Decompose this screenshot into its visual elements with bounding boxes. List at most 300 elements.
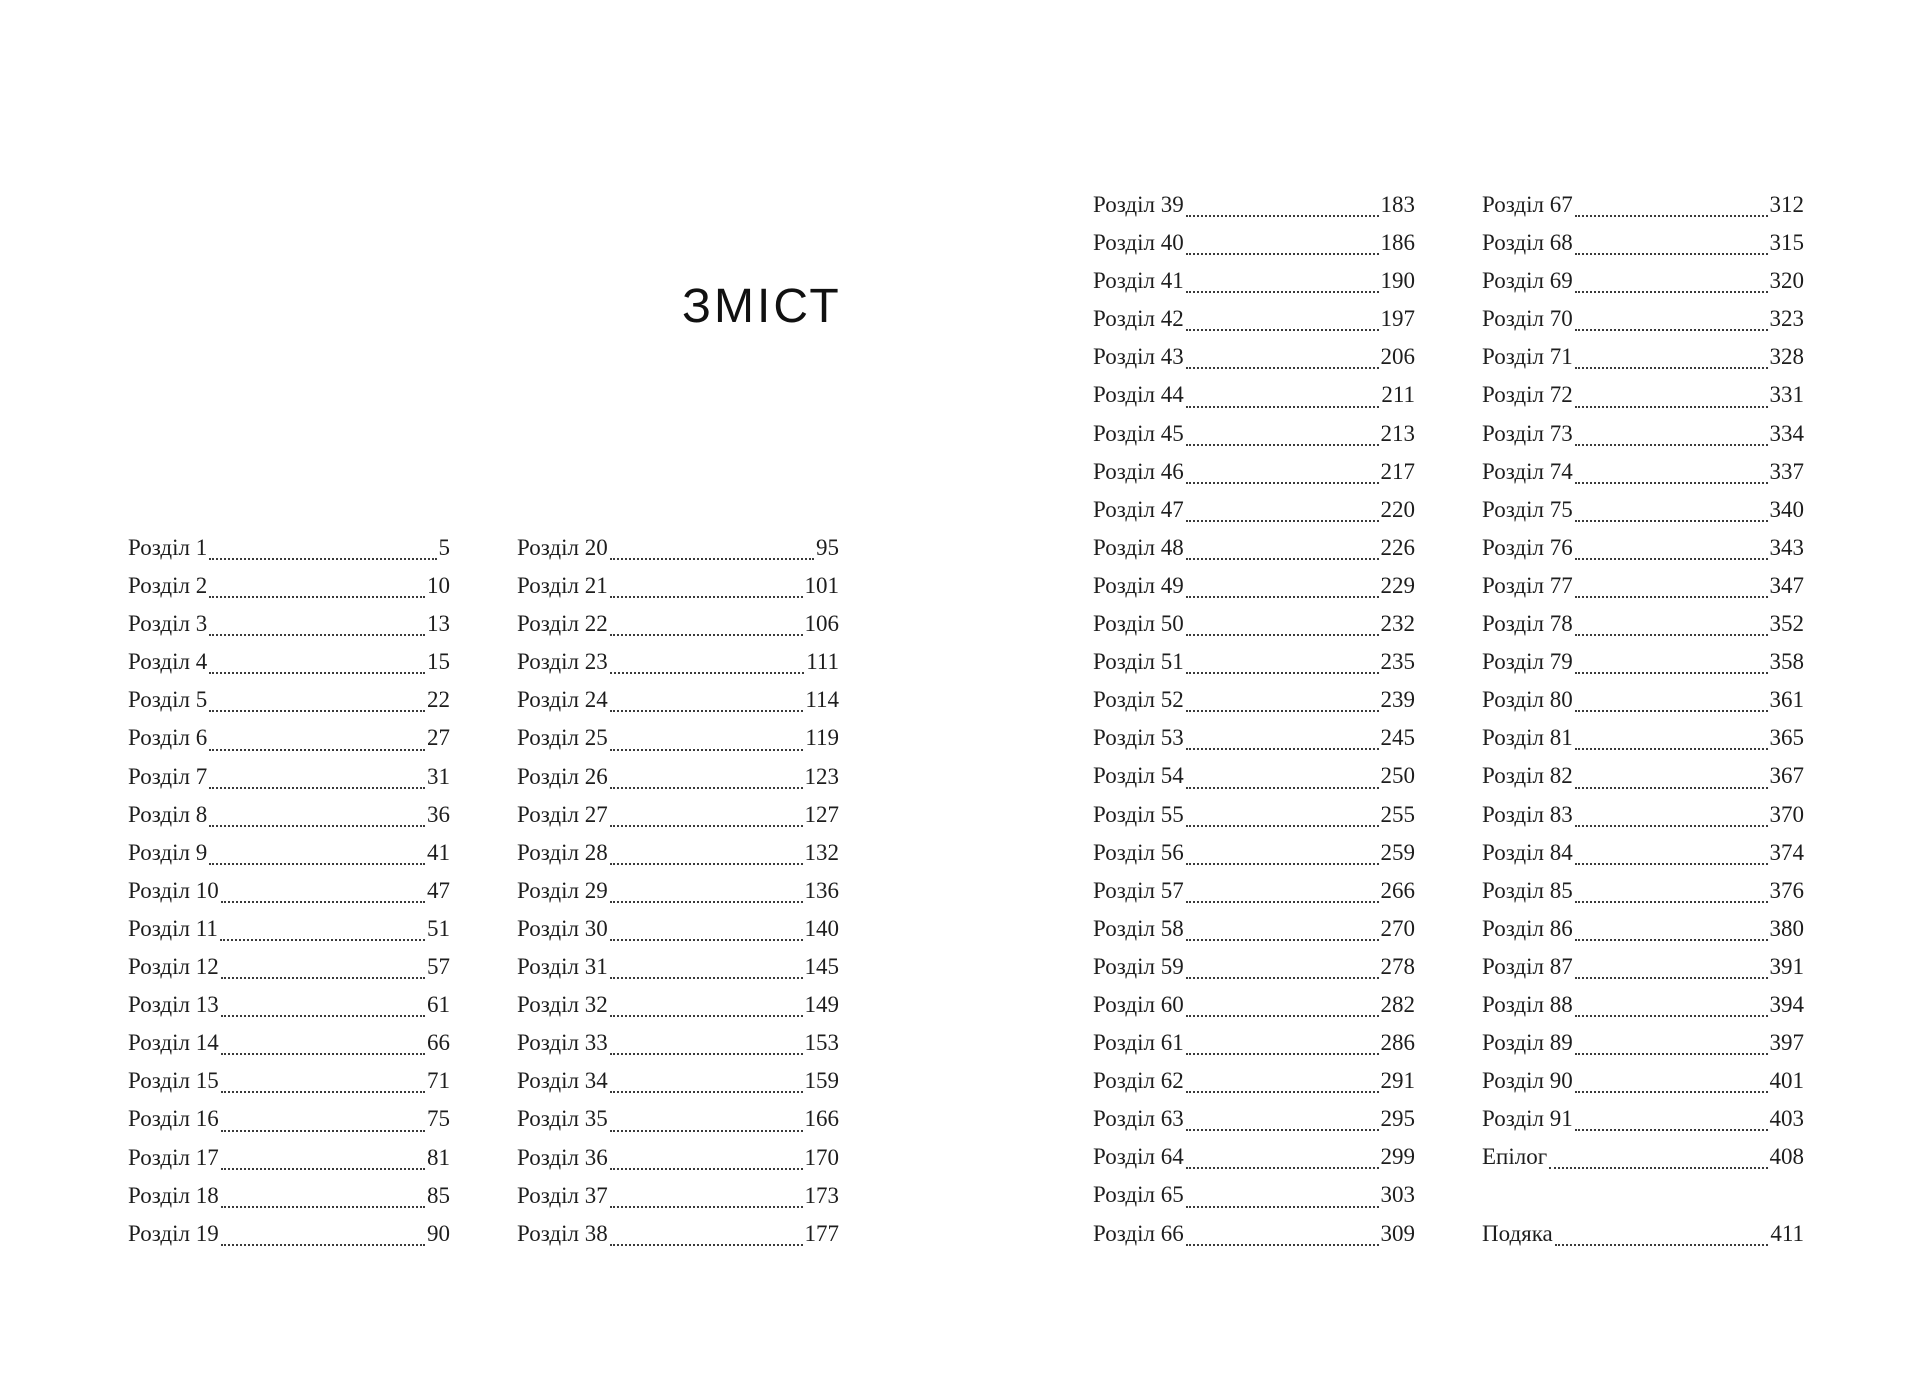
toc-entry-label: Розділ 20 [517,535,608,560]
toc-entry-label: Розділ 59 [1093,953,1184,979]
dot-leader [1186,1167,1379,1169]
toc-entry [1482,338,1804,376]
toc-entry-label: Розділ 63 [1093,1106,1184,1132]
toc-entry-label: Розділ 29 [517,877,608,903]
toc-entry [1482,186,1804,224]
toc-entry [517,834,839,872]
dot-leader [1575,939,1768,941]
page-title: ЗМІСТ [682,280,842,333]
toc-entry [517,1215,839,1253]
dot-leader [610,710,804,712]
toc-entry-page-number: 278 [1380,953,1415,979]
toc-entry [1482,1138,1804,1176]
toc-entry [1093,719,1415,757]
dot-leader [1186,1206,1379,1208]
toc-entry [1093,1062,1415,1100]
dot-leader [1575,901,1768,903]
dot-leader [1575,520,1768,522]
toc-entry-label: Розділ 46 [1093,458,1184,484]
toc-entry-label: Розділ 38 [517,1220,608,1246]
toc-entry [1093,300,1415,338]
dot-leader [1575,596,1768,598]
toc-entry-page-number: 153 [804,1030,839,1056]
dot-leader [1575,863,1768,865]
dot-leader [1575,825,1768,827]
toc-entry-page-number: 343 [1769,534,1804,560]
dot-leader [610,825,803,827]
toc-entry-page-number: 347 [1769,572,1804,598]
toc-entry-page-number: 173 [804,1182,839,1208]
toc-entry [1482,1024,1804,1062]
dot-leader [1575,710,1768,712]
toc-entry-label: Розділ 22 [517,611,608,637]
toc-entry [517,1139,839,1177]
toc-entry-page-number: 13 [427,611,450,637]
dot-leader [1575,787,1768,789]
toc-entry-label: Розділ 84 [1482,839,1573,865]
toc-entry [1093,1100,1415,1138]
toc-entry-label: Розділ 2 [128,573,208,599]
toc-entry-label: Розділ 85 [1482,877,1573,903]
toc-entry-page-number: 229 [1380,572,1415,598]
toc-column-4 [1482,186,1804,1253]
dot-leader [1186,1015,1379,1017]
toc-entry [1093,986,1415,1024]
toc-entry [1093,491,1415,529]
dot-leader [221,977,425,979]
toc-entry [517,1177,839,1215]
toc-entry-page-number: 31 [427,763,450,789]
toc-entry-page-number: 71 [427,1068,450,1094]
toc-entry [1482,681,1804,719]
toc-entry-label: Розділ 21 [517,573,608,599]
toc-entry-label: Розділ 13 [128,992,219,1018]
toc-entry-label: Розділ 60 [1093,991,1184,1017]
toc-entry [517,681,839,719]
toc-entry-label: Розділ 30 [517,915,608,941]
toc-entry-page-number: 282 [1380,991,1415,1017]
dot-leader [221,1206,425,1208]
toc-entry-label: Розділ 67 [1482,192,1573,217]
toc-entry-page-number: 286 [1380,1030,1415,1056]
toc-entry-page-number: 380 [1769,915,1804,941]
toc-entry [1482,986,1804,1024]
toc-entry-label: Розділ 62 [1093,1068,1184,1094]
toc-entry-page-number: 145 [804,954,839,980]
dot-leader [1186,1091,1379,1093]
toc-entry-label: Розділ 44 [1093,382,1184,408]
dot-leader [209,825,425,827]
dot-leader [209,672,425,674]
toc-entry [517,605,839,643]
toc-entry-label: Розділ 28 [517,839,608,865]
dot-leader [1575,1015,1768,1017]
dot-leader [1186,1053,1379,1055]
dot-leader [209,710,425,712]
toc-entry-page-number: 149 [804,992,839,1018]
toc-entry-page-number: 41 [427,839,450,865]
toc-entry [1482,796,1804,834]
dot-leader [1186,482,1379,484]
toc-entry-label: Розділ 19 [128,1220,219,1246]
toc-entry-page-number: 66 [427,1030,450,1056]
dot-leader [610,1168,803,1170]
toc-entry [128,1215,450,1253]
toc-entry-label: Розділ 1 [128,535,208,560]
toc-entry-page-number: 5 [438,535,450,560]
toc-entry [128,605,450,643]
toc-entry-page-number: 101 [804,573,839,599]
dot-leader [221,1015,425,1017]
toc-entry-label: Розділ 72 [1482,382,1573,408]
toc-entry-label: Розділ 37 [517,1182,608,1208]
toc-entry-page-number: 352 [1769,611,1804,637]
toc-entry-page-number: 250 [1380,763,1415,789]
toc-entry-page-number: 312 [1769,192,1804,217]
dot-leader [1186,520,1379,522]
toc-entry [1093,910,1415,948]
toc-entry-label: Розділ 43 [1093,344,1184,370]
toc-entry-page-number: 170 [804,1144,839,1170]
dot-leader [221,901,425,903]
toc-entry-page-number: 61 [427,992,450,1018]
dot-leader [610,1244,803,1246]
dot-leader [1575,215,1768,217]
toc-entry-label: Розділ 9 [128,839,208,865]
dot-leader [209,787,425,789]
toc-entry [1482,300,1804,338]
toc-entry-label: Розділ 35 [517,1106,608,1132]
dot-leader [1575,482,1768,484]
toc-entry-page-number: 291 [1380,1068,1415,1094]
toc-entry [1093,681,1415,719]
toc-entry-page-number: 401 [1769,1068,1804,1094]
dot-leader [1575,977,1768,979]
toc-entry [128,758,450,796]
toc-entry [1093,415,1415,453]
toc-entry-label: Розділ 64 [1093,1144,1184,1170]
dot-leader [610,939,803,941]
toc-entry-label: Розділ 7 [128,763,208,789]
dot-leader [1186,444,1379,446]
toc-entry-label: Розділ 87 [1482,953,1573,979]
toc-entry [128,1100,450,1138]
toc-entry [128,834,450,872]
toc-entry [1093,376,1415,414]
dot-leader [1575,406,1768,408]
dot-leader [1186,977,1379,979]
toc-entry [1482,719,1804,757]
dot-leader [1575,329,1768,331]
dot-leader [221,1091,425,1093]
dot-leader [1186,253,1379,255]
toc-entry-page-number: 232 [1380,611,1415,637]
dot-leader [1575,634,1768,636]
dot-leader [221,1130,425,1132]
toc-entry-label: Розділ 26 [517,763,608,789]
dot-leader [610,863,803,865]
toc-entry-label: Розділ 12 [128,954,219,980]
toc-entry-page-number: 411 [1770,1220,1804,1246]
dot-leader [1186,787,1379,789]
toc-entry-page-number: 22 [427,687,450,713]
dot-leader [610,558,814,560]
toc-column-3 [1093,186,1415,1253]
toc-entry-label: Розділ 51 [1093,649,1184,675]
toc-entry-label: Розділ 53 [1093,725,1184,751]
toc-entry [517,1062,839,1100]
toc-entry [1482,757,1804,795]
toc-entry [517,948,839,986]
toc-entry-label: Розділ 34 [517,1068,608,1094]
toc-entry [1482,224,1804,262]
toc-entry-page-number: 111 [806,649,839,675]
dot-leader [610,977,803,979]
toc-entry-label: Розділ 83 [1482,801,1573,827]
dot-leader [1186,558,1379,560]
toc-entry-page-number: 183 [1380,192,1415,217]
toc-entry-page-number: 197 [1380,306,1415,332]
toc-entry [1093,262,1415,300]
toc-entry [1482,1100,1804,1138]
toc-entry-page-number: 190 [1380,268,1415,294]
toc-entry-page-number: 177 [804,1220,839,1246]
toc-entry-label: Розділ 90 [1482,1068,1573,1094]
dot-leader [209,596,425,598]
toc-entry [517,910,839,948]
toc-entry [128,1062,450,1100]
toc-entry [128,1177,450,1215]
toc-entry [1093,757,1415,795]
toc-entry-label: Розділ 66 [1093,1220,1184,1246]
toc-entry-label: Розділ 76 [1482,534,1573,560]
toc-entry-label: Розділ 61 [1093,1030,1184,1056]
dot-leader [1575,253,1768,255]
toc-entry-label: Розділ 25 [517,725,608,751]
toc-entry-label: Розділ 52 [1093,687,1184,713]
toc-entry [517,643,839,681]
toc-entry-label: Розділ 11 [128,915,218,941]
toc-entry [1093,224,1415,262]
dot-leader [1186,596,1379,598]
toc-spacer [1482,1176,1804,1214]
toc-entry [1482,948,1804,986]
toc-entry-page-number: 394 [1769,991,1804,1017]
toc-entry-page-number: 27 [427,725,450,751]
toc-entry-label: Розділ 10 [128,877,219,903]
dot-leader [209,634,425,636]
toc-entry [517,1100,839,1138]
dot-leader [1575,444,1768,446]
toc-entry-page-number: 309 [1380,1220,1415,1246]
toc-entry-page-number: 328 [1769,344,1804,370]
toc-entry-label: Розділ 56 [1093,839,1184,865]
dot-leader [1186,1129,1379,1131]
toc-entry-page-number: 374 [1769,839,1804,865]
toc-entry-label: Розділ 78 [1482,611,1573,637]
toc-entry-label: Розділ 41 [1093,268,1184,294]
toc-entry [1482,1215,1804,1253]
toc-entry [1482,529,1804,567]
toc-entry-page-number: 140 [804,915,839,941]
dot-leader [1186,215,1379,217]
toc-entry-page-number: 358 [1769,649,1804,675]
toc-entry [1482,1062,1804,1100]
dot-leader [1575,1053,1768,1055]
toc-entry-label: Розділ 40 [1093,230,1184,256]
toc-entry [517,567,839,605]
toc-entry-page-number: 213 [1380,420,1415,446]
toc-entry-page-number: 75 [427,1106,450,1132]
toc-entry [128,796,450,834]
toc-entry-page-number: 186 [1380,230,1415,256]
toc-entry-page-number: 136 [804,877,839,903]
dot-leader [221,1244,425,1246]
toc-entry [1093,948,1415,986]
toc-entry-page-number: 166 [804,1106,839,1132]
toc-entry [517,719,839,757]
toc-entry-label: Розділ 33 [517,1030,608,1056]
dot-leader [1186,825,1379,827]
toc-entry [517,758,839,796]
dot-leader [1575,1129,1768,1131]
toc-entry-label: Розділ 23 [517,649,608,675]
toc-entry-page-number: 85 [427,1182,450,1208]
toc-entry [517,796,839,834]
toc-entry [128,872,450,910]
toc-entry-label: Розділ 58 [1093,915,1184,941]
toc-entry-label: Розділ 80 [1482,687,1573,713]
dot-leader [1575,367,1768,369]
dot-leader [1186,291,1379,293]
dot-leader [1186,1244,1379,1246]
toc-entry-label: Розділ 75 [1482,496,1573,522]
toc-entry [1482,415,1804,453]
toc-entry-label: Розділ 77 [1482,572,1573,598]
toc-entry-label: Розділ 17 [128,1144,219,1170]
toc-entry-label: Розділ 31 [517,954,608,980]
dot-leader [1575,672,1768,674]
toc-entry-label: Розділ 81 [1482,725,1573,751]
toc-entry [1093,643,1415,681]
toc-entry-label: Розділ 91 [1482,1106,1573,1132]
toc-entry [1093,1176,1415,1214]
toc-entry [1093,872,1415,910]
dot-leader [1186,710,1379,712]
toc-entry [128,681,450,719]
toc-entry-page-number: 119 [805,725,839,751]
toc-entry [128,643,450,681]
dot-leader [1186,748,1379,750]
toc-entry-page-number: 95 [816,535,839,560]
toc-entry-page-number: 81 [427,1144,450,1170]
toc-entry [1482,491,1804,529]
toc-entry-label: Розділ 55 [1093,801,1184,827]
dot-leader [221,1053,425,1055]
toc-entry [128,948,450,986]
dot-leader [610,787,803,789]
toc-entry-label: Розділ 54 [1093,763,1184,789]
toc-column-1 [128,529,450,1253]
toc-entry-page-number: 57 [427,954,450,980]
toc-entry-page-number: 295 [1380,1106,1415,1132]
toc-entry-label: Розділ 8 [128,801,208,827]
toc-entry-label: Розділ 50 [1093,611,1184,637]
toc-entry-page-number: 367 [1769,763,1804,789]
toc-entry [128,910,450,948]
toc-entry-page-number: 365 [1769,725,1804,751]
dot-leader [1575,291,1768,293]
dot-leader [1555,1244,1769,1246]
toc-entry-page-number: 299 [1380,1144,1415,1170]
toc-entry-page-number: 226 [1380,534,1415,560]
dot-leader [1575,748,1768,750]
toc-entry-page-number: 391 [1769,953,1804,979]
toc-entry [1482,643,1804,681]
toc-entry [1093,605,1415,643]
dot-leader [1186,901,1379,903]
toc-entry-label: Розділ 82 [1482,763,1573,789]
toc-entry-label: Розділ 57 [1093,877,1184,903]
dot-leader [209,558,436,560]
toc-entry-label: Розділ 14 [128,1030,219,1056]
toc-entry [1093,834,1415,872]
toc-entry-page-number: 132 [804,839,839,865]
toc-entry-label: Розділ 4 [128,649,208,675]
toc-entry-label: Розділ 42 [1093,306,1184,332]
toc-entry-page-number: 320 [1769,268,1804,294]
toc-entry-page-number: 245 [1380,725,1415,751]
toc-entry [1482,453,1804,491]
toc-entry [1482,376,1804,414]
toc-entry [1482,605,1804,643]
toc-entry [128,1024,450,1062]
toc-entry-page-number: 220 [1380,496,1415,522]
toc-entry-label: Розділ 6 [128,725,208,751]
dot-leader [610,901,803,903]
toc-entry-page-number: 114 [805,687,839,713]
toc-entry [1093,529,1415,567]
dot-leader [610,672,804,674]
dot-leader [610,1091,803,1093]
dot-leader [610,596,803,598]
dot-leader [1186,634,1379,636]
dot-leader [1186,406,1380,408]
toc-entry-page-number: 370 [1769,801,1804,827]
toc-entry [517,1024,839,1062]
toc-entry [128,567,450,605]
toc-entry-label: Розділ 18 [128,1182,219,1208]
dot-leader [1186,863,1379,865]
toc-entry-page-number: 235 [1380,649,1415,675]
toc-entry-label: Розділ 16 [128,1106,219,1132]
toc-entry-label: Розділ 69 [1482,268,1573,294]
toc-entry-page-number: 315 [1769,230,1804,256]
toc-entry-page-number: 159 [804,1068,839,1094]
toc-entry-label: Розділ 5 [128,687,208,713]
toc-entry-label: Розділ 36 [517,1144,608,1170]
dot-leader [610,634,803,636]
toc-entry-label: Розділ 88 [1482,991,1573,1017]
toc-entry [1093,453,1415,491]
toc-entry-page-number: 51 [427,915,450,941]
dot-leader [610,1206,803,1208]
dot-leader [1575,558,1768,560]
dot-leader [610,1053,803,1055]
toc-entry-label: Розділ 74 [1482,458,1573,484]
toc-entry-label: Розділ 32 [517,992,608,1018]
toc-entry-label: Епілог [1482,1144,1548,1170]
